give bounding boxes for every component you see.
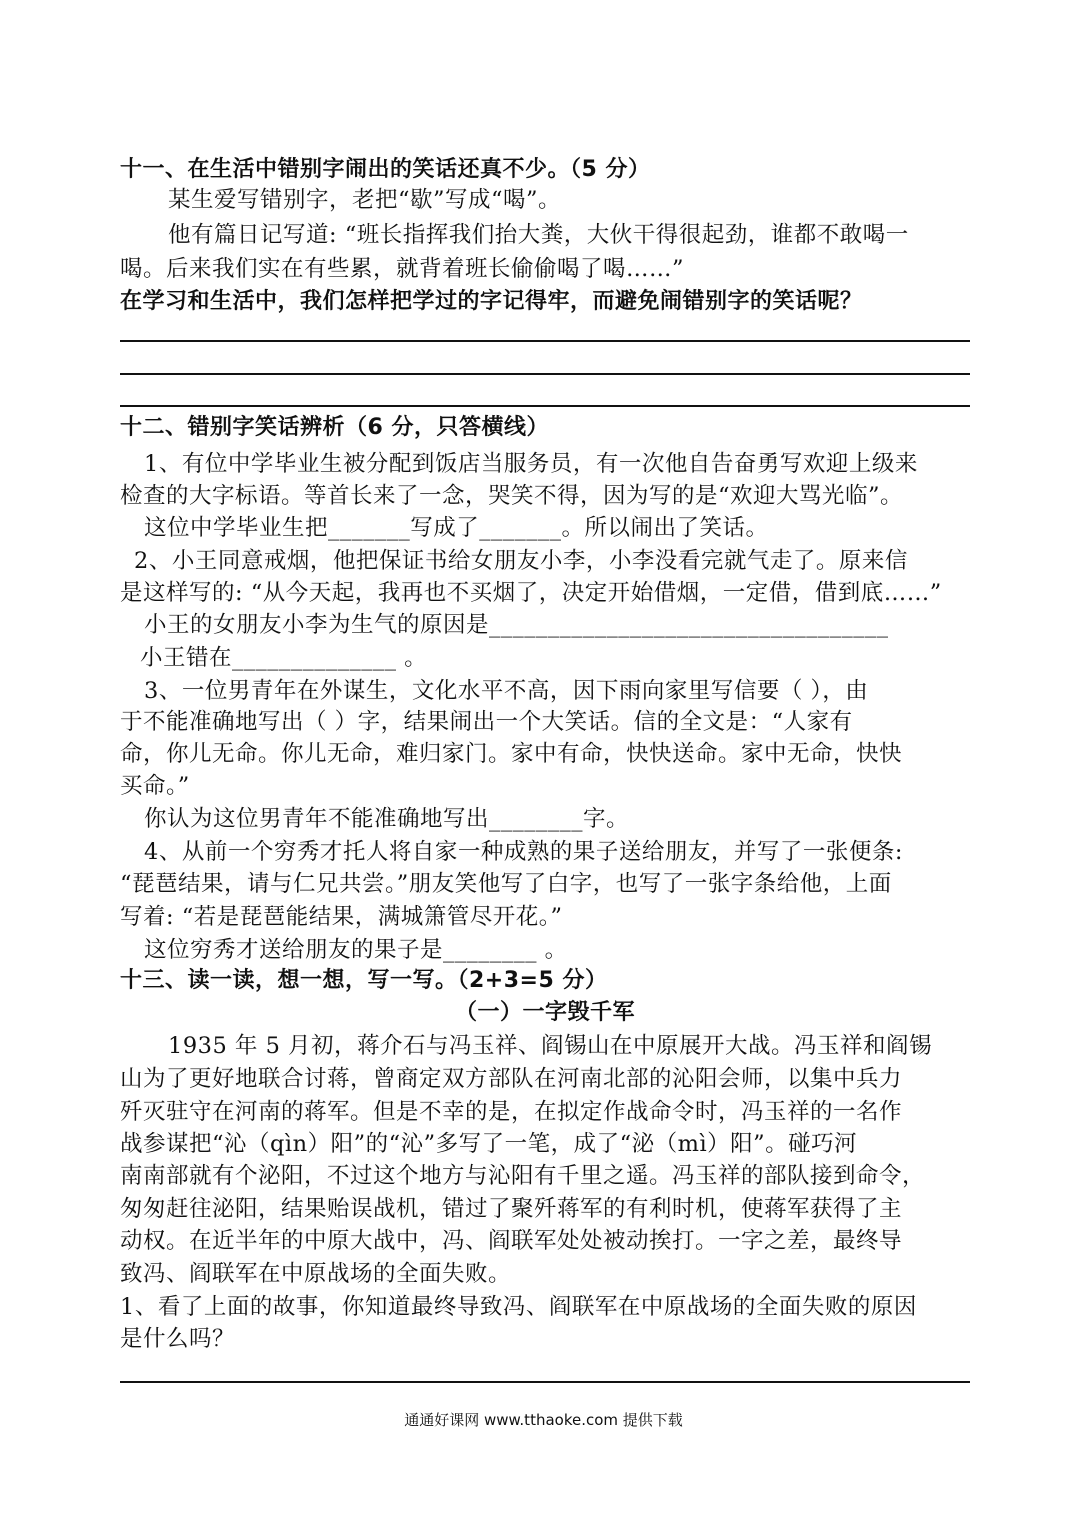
story-line: 匆匆赶往泌阳，结果贻误战机，错过了聚歼蒋军的有利时机，使蒋军获得了主: [120, 1196, 903, 1222]
story-line: 歼灭驻守在河南的蒋军。但是不幸的是，在拟定作战命令时，冯玉祥的一名作: [120, 1099, 903, 1125]
section-11-question: 在学习和生活中，我们怎样把学过的字记得牢，而避免闹错别字的笑话呢？: [120, 289, 863, 314]
section-12-line: 是这样写的: “从今天起，我再也不买烟了，决定开始借烟，一定借，借到底……”: [120, 580, 942, 606]
footer-credit: 通通好课网 www.tthaoke.com 提供下载: [404, 1411, 683, 1429]
section-12-line: “琵琶结果，请与仁兄共尝。”朋友笑他写了白字，也写了一张字条给他，上面: [120, 871, 892, 897]
section-12-line: 你认为这位男青年不能准确地写出________字。: [144, 806, 630, 832]
story-line: 战参谋把“沁（qìn）阳”的“沁”多写了一笔，成了“泌（mì）阳”。碰巧河: [120, 1131, 858, 1157]
section-11-line-3: 喝。后来我们实在有些累，就背着班长偷偷喝了喝……”: [120, 256, 685, 282]
section-12-line: 写着: “若是琵琶能结果，满城箫管尽开花。”: [120, 904, 563, 930]
section-13-heading: 十三、读一读，想一想，写一写。（2+3=5 分）: [120, 968, 608, 993]
section-12-line: 小王错在______________ 。: [140, 645, 428, 671]
story-line: 动权。在近半年的中原大战中，冯、阎联军处处被动挨打。一字之差，最终导: [120, 1228, 903, 1254]
answer-line[interactable]: [120, 340, 970, 342]
story-line: 山为了更好地联合讨蒋，曾商定双方部队在河南北部的沁阳会师，以集中兵力: [120, 1066, 903, 1092]
section-12-line: 买命。”: [120, 773, 190, 799]
story-line: 南南部就有个泌阳，不过这个地方与沁阳有千里之遥。冯玉祥的部队接到命令，: [120, 1163, 926, 1189]
question-line: 是什么吗？: [120, 1326, 236, 1352]
section-12-line: 1、有位中学毕业生被分配到饭店当服务员，有一次他自告奋勇写欢迎上级来: [144, 451, 918, 477]
section-11-heading: 十一、在生活中错别字闹出的笑话还真不少。（5 分）: [120, 157, 651, 182]
section-12-line: 4、从前一个穷秀才托人将自家一种成熟的果子送给朋友，并写了一张便条:: [144, 839, 903, 865]
story-line: 致冯、阎联军在中原战场的全面失败。: [120, 1261, 512, 1287]
section-12-line: 2、小王同意戒烟，他把保证书给女朋友小李，小李没看完就气走了。原来信: [134, 548, 908, 574]
section-12-line: 这位穷秀才送给朋友的果子是________ 。: [144, 937, 568, 963]
section-12-line: 命，你儿无命。你儿无命，难归家门。家中有命，快快送命。家中无命，快快: [120, 741, 903, 767]
section-12-heading: 十二、错别字笑话辨析（6 分，只答横线）: [120, 415, 549, 440]
section-11-line-1: 某生爱写错别字，老把“歇”写成“喝”。: [168, 187, 562, 213]
section-12-line: 这位中学毕业生把_______写成了_______。所以闹出了笑话。: [144, 515, 769, 541]
answer-line[interactable]: [120, 373, 970, 375]
section-12-line: 3、一位男青年在外谋生，文化水平不高，因下雨向家里写信要（ ），由: [144, 678, 869, 704]
story-line: 1935 年 5 月初，蒋介石与冯玉祥、阎锡山在中原展开大战。冯玉祥和阎锡: [168, 1033, 933, 1059]
answer-line[interactable]: [120, 1381, 970, 1383]
section-11-line-2: 他有篇日记写道: “班长指挥我们抬大粪，大伙干得很起劲，谁都不敢喝一: [168, 222, 909, 248]
story-title: （一）一字毁千军: [454, 1000, 635, 1025]
section-12-line: 检查的大字标语。等首长来了一念，哭笑不得，因为写的是“欢迎大骂光临”。: [120, 483, 904, 509]
section-12-line: 小王的女朋友小李为生气的原因是__________________________________: [144, 612, 889, 638]
section-12-line: 于不能准确地写出（ ）字，结果闹出一个大笑话。信的全文是：“人家有: [120, 709, 853, 735]
answer-line[interactable]: [120, 405, 970, 407]
question-line: 1、看了上面的故事，你知道最终导致冯、阎联军在中原战场的全面失败的原因: [120, 1294, 917, 1320]
